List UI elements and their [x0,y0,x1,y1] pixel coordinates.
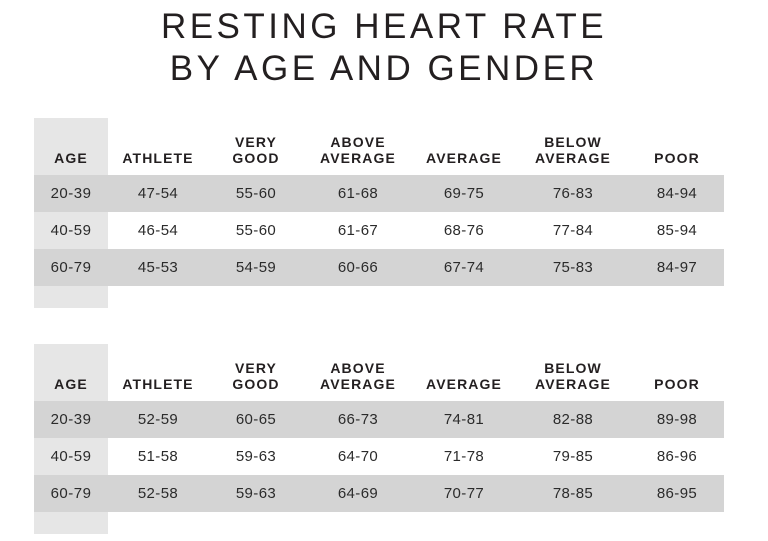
cell-age: 60-79 [34,475,108,512]
cell-athlete: 52-58 [108,475,208,512]
heart-rate-table-2 [34,344,724,512]
title-line-2: BY AGE AND GENDER [169,49,599,88]
cell-very-good: 59-63 [208,475,304,512]
table-1-header [34,118,724,175]
cell-poor: 84-97 [630,249,724,286]
table-row [34,249,724,286]
cell-age: 20-39 [34,401,108,438]
table-row [34,438,724,475]
cell-above-average: 64-69 [304,475,412,512]
cell-athlete: 52-59 [108,401,208,438]
column-header-very-good: VERY GOOD [232,360,280,392]
cell-above-average: 61-67 [304,212,412,249]
cell-poor: 85-94 [630,212,724,249]
cell-poor: 89-98 [630,401,724,438]
cell-age: 40-59 [34,212,108,249]
column-header-poor: POOR [654,150,700,166]
table-row [34,475,724,512]
cell-average: 68-76 [412,212,516,249]
cell-below-average: 77-84 [516,212,630,249]
table-2-body [34,401,724,512]
cell-above-average: 64-70 [304,438,412,475]
cell-below-average: 79-85 [516,438,630,475]
table-2-header [34,344,724,401]
age-column-tail [34,512,108,534]
column-header-below-average: BELOW AVERAGE [535,360,611,392]
table-1-body [34,175,724,286]
cell-very-good: 60-65 [208,401,304,438]
cell-age: 20-39 [34,175,108,212]
cell-very-good: 54-59 [208,249,304,286]
heart-rate-table-1-wrapper [0,118,768,308]
cell-athlete: 46-54 [108,212,208,249]
column-header-poor: POOR [654,376,700,392]
heart-rate-table-2-wrapper [0,344,768,534]
cell-poor: 84-94 [630,175,724,212]
cell-below-average: 75-83 [516,249,630,286]
column-header-very-good: VERY GOOD [232,134,280,166]
cell-very-good: 55-60 [208,212,304,249]
cell-below-average: 78-85 [516,475,630,512]
cell-very-good: 55-60 [208,175,304,212]
column-header-age: AGE [34,118,108,175]
table-row [34,212,724,249]
column-header-athlete: ATHLETE [122,376,194,392]
cell-above-average: 61-68 [304,175,412,212]
page-title [0,0,768,90]
cell-poor: 86-96 [630,438,724,475]
column-header-average: AVERAGE [426,150,502,166]
cell-athlete: 51-58 [108,438,208,475]
table-row [34,401,724,438]
title-line-1: RESTING HEART RATE [160,7,608,46]
table-row [34,175,724,212]
cell-poor: 86-95 [630,475,724,512]
cell-average: 67-74 [412,249,516,286]
column-header-above-average: ABOVE AVERAGE [320,360,396,392]
age-column-tail [34,286,108,308]
cell-below-average: 76-83 [516,175,630,212]
cell-average: 71-78 [412,438,516,475]
table-header-row [34,344,724,401]
column-header-average: AVERAGE [426,376,502,392]
cell-age: 40-59 [34,438,108,475]
cell-average: 70-77 [412,475,516,512]
cell-athlete: 47-54 [108,175,208,212]
cell-above-average: 60-66 [304,249,412,286]
cell-athlete: 45-53 [108,249,208,286]
cell-below-average: 82-88 [516,401,630,438]
cell-above-average: 66-73 [304,401,412,438]
cell-average: 69-75 [412,175,516,212]
column-header-above-average: ABOVE AVERAGE [320,134,396,166]
column-header-age: AGE [34,344,108,401]
column-header-below-average: BELOW AVERAGE [535,134,611,166]
cell-average: 74-81 [412,401,516,438]
heart-rate-table-1 [34,118,724,286]
cell-age: 60-79 [34,249,108,286]
cell-very-good: 59-63 [208,438,304,475]
column-header-athlete: ATHLETE [122,150,194,166]
table-header-row [34,118,724,175]
